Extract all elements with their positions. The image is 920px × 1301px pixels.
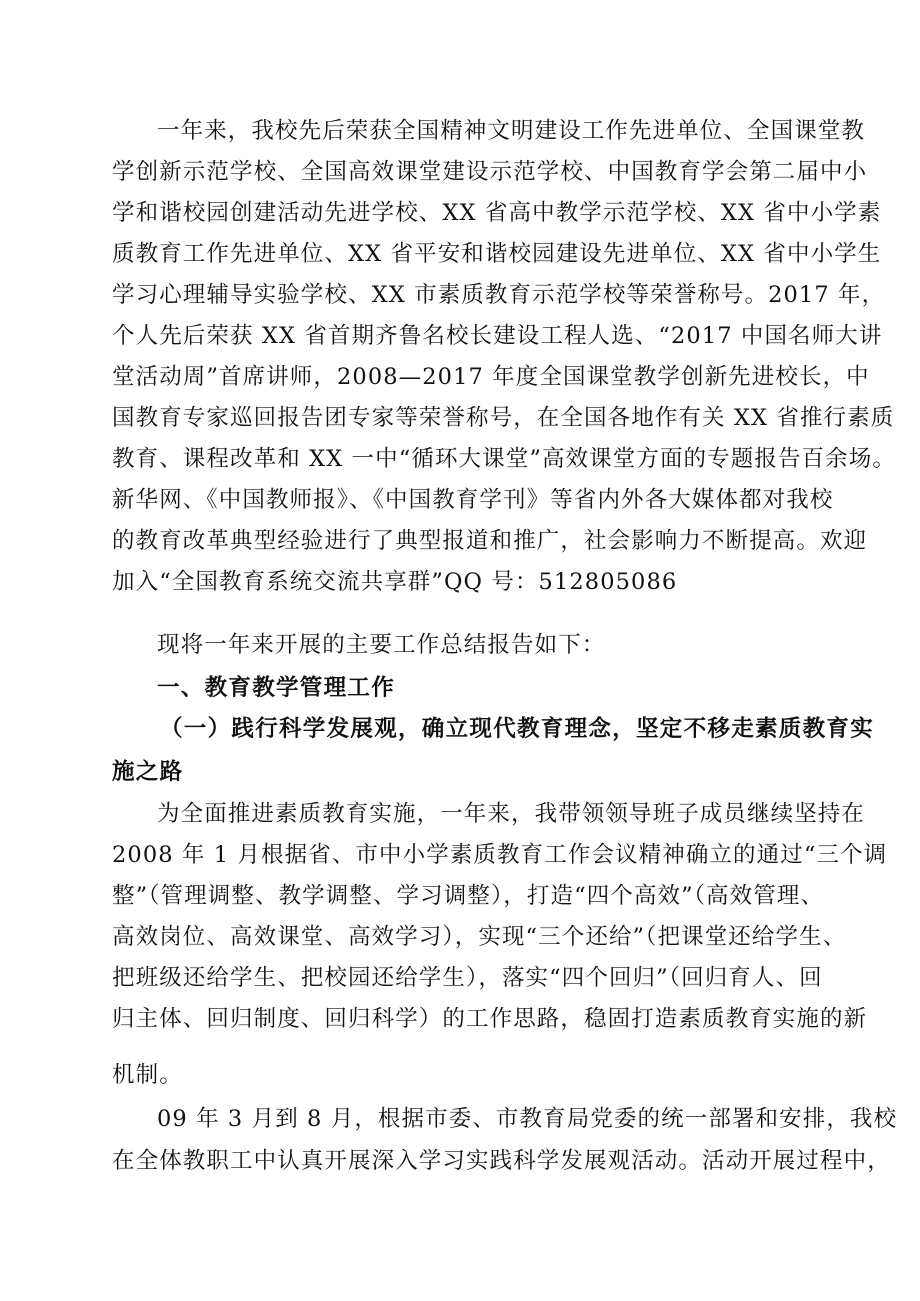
text-line: 把班级还给学生、把校园还给学生），落实“四个回归”（回归育人、回 — [112, 965, 823, 991]
text-line: 国教育专家巡回报告团专家等荣誉称号，在全国各地作有关 XX 省推行素质 — [112, 405, 895, 431]
heading-text: （一）践行科学发展观，确立现代教育理念，坚定不移走素质教育实 — [160, 716, 875, 742]
text-line: 的教育改革典型经验进行了典型报道和推广，社会影响力不断提高。欢迎 — [112, 528, 868, 554]
text-line: 个人先后荣获 XX 省首期齐鲁名校长建设工程人选、“2017 中国名师大讲 — [112, 323, 883, 349]
text-line: 在全体教职工中认真开展深入学习实践科学发展观活动。活动开展过程中， — [112, 1148, 891, 1174]
text-line: 学习心理辅导实验学校、XX 市素质教育示范学校等荣誉称号。2017 年， — [112, 282, 886, 308]
heading-text: 一、教育教学管理工作 — [157, 675, 396, 701]
heading-text: 施之路 — [112, 759, 184, 785]
text-line: 09 年 3 月到 8 月，根据市委、市教育局党委的统一部署和安排，我校 — [157, 1106, 898, 1132]
text-line: 新华网、《中国教师报》、《中国教育学刊》等省内外各大媒体都对我校 — [112, 487, 834, 513]
text-line: 归主体、回归制度、回归科学）的工作思路，稳固打造素质教育实施的新 — [112, 1006, 868, 1032]
text-line: 加入“全国教育系统交流共享群”QQ 号：512805086 — [112, 569, 678, 595]
text-line: 为全面推进素质教育实施，一年来，我带领领导班子成员继续坚持在 — [157, 801, 866, 827]
text-line: 质教育工作先进单位、XX 省平安和谐校园建设先进单位、XX 省中小学生 — [112, 241, 882, 267]
text-line: 学创新示范学校、全国高效课堂建设示范学校、中国教育学会第二届中小 — [112, 159, 868, 185]
text-line: 学和谐校园创建活动先进学校、XX 省高中教学示范学校、XX 省中小学素 — [112, 200, 882, 226]
text-line: 教育、课程改革和 XX 一中“循环大课堂”高效课堂方面的专题报告百余场。 — [112, 446, 896, 472]
text-line: 现将一年来开展的主要工作总结报告如下： — [157, 632, 606, 658]
text-line: 一年来，我校先后荣获全国精神文明建设工作先进单位、全国课堂教 — [157, 118, 866, 144]
text-line: 堂活动周”首席讲师，2008—2017 年度全国课堂教学创新先进校长，中 — [112, 364, 870, 390]
text-line: 高效岗位、高效课堂、高效学习），实现“三个还给”（把课堂还给学生、 — [112, 924, 847, 950]
text-line: 整”（管理调整、教学调整、学习调整），打造“四个高效”（高效管理、 — [112, 883, 825, 909]
text-line: 2008 年 1 月根据省、市中小学素质教育工作会议精神确立的通过“三个调 — [112, 842, 888, 868]
text-line: 机制。 — [112, 1062, 183, 1088]
